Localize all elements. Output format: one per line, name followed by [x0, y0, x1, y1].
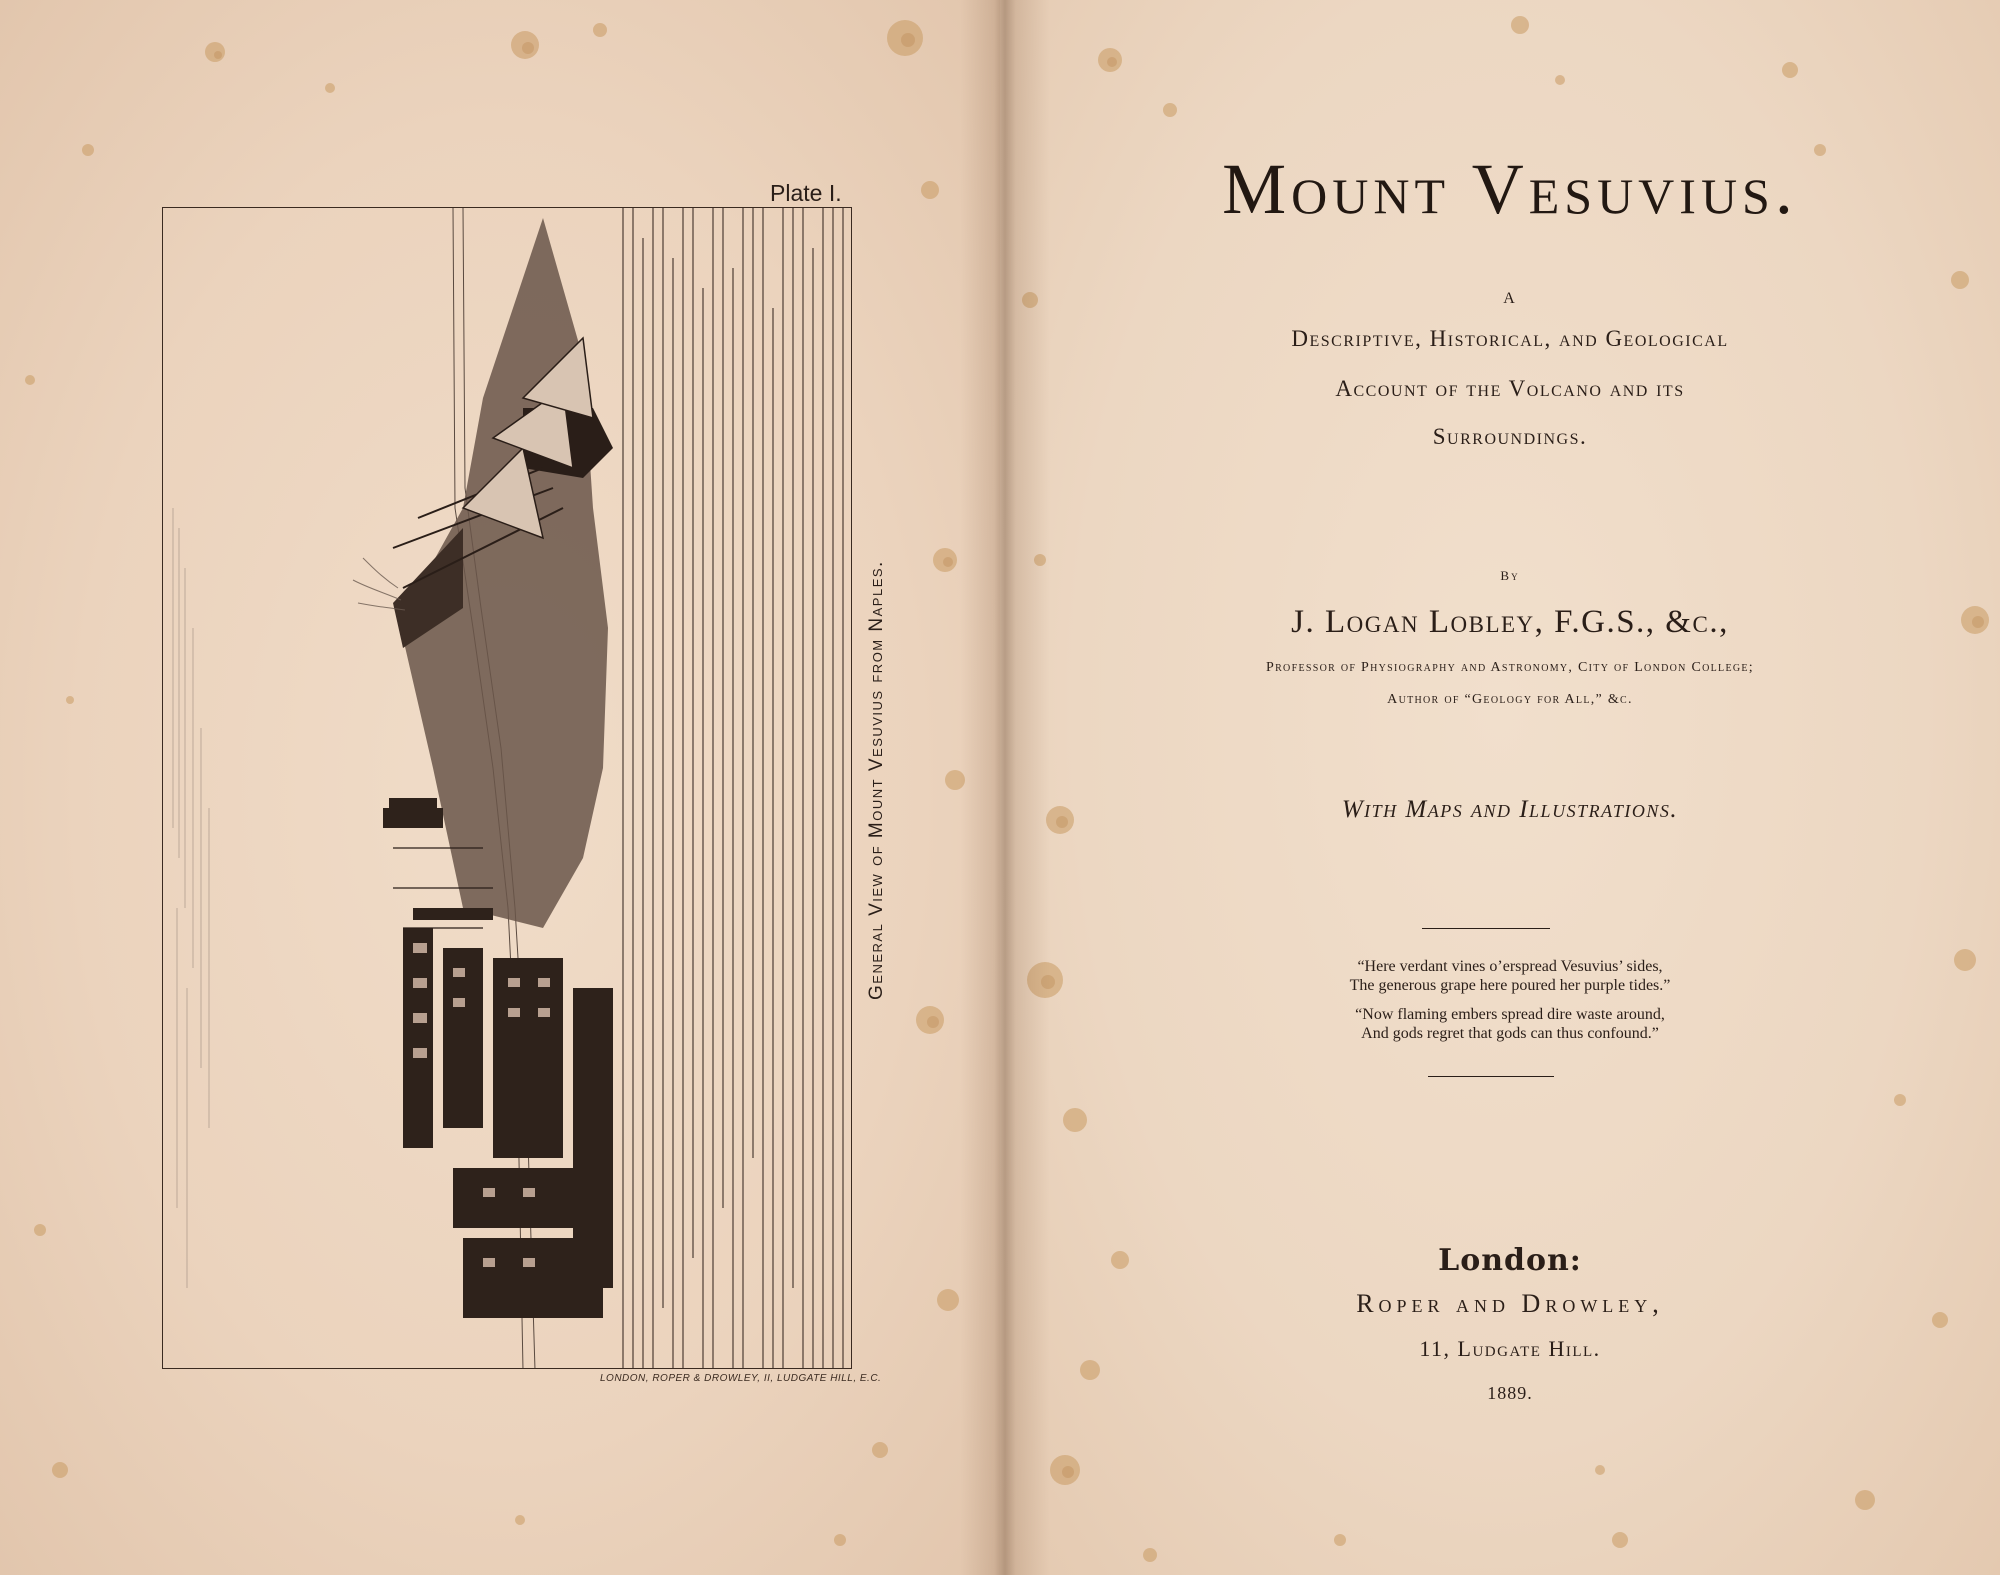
plate-caption: General View of Mount Vesuvius from Naples. — [866, 560, 887, 1000]
epigraph-line-1: “Here verdant vines o’erspread Vesuvius’ sides, — [1357, 958, 1663, 975]
plate-number-label: Plate I. — [770, 180, 842, 206]
epigraph-line-2: The generous grape here poured her purple tides.” — [1349, 977, 1671, 994]
epigraph-rule-top — [1422, 928, 1550, 929]
by-line: By — [1500, 568, 1520, 583]
subtitle-line-1: Descriptive, Historical, and Geological — [1291, 326, 1729, 351]
imprint-publisher: Roper and Drowley, — [1356, 1289, 1664, 1318]
epigraph-rule-bottom — [1428, 1076, 1554, 1077]
subtitle-article: A — [1503, 290, 1517, 307]
imprint-year: 1889. — [1487, 1383, 1533, 1403]
engraving-plate — [162, 207, 852, 1369]
plate-imprint: LONDON, ROPER & DROWLEY, II, LUDGATE HILL, E.C. — [600, 1373, 882, 1384]
author-credential-1: Professor of Physiography and Astronomy, City of London College; — [1266, 660, 1754, 675]
book-title: Mount Vesuvius. — [1222, 149, 1798, 229]
illustrations-note: With Maps and Illustrations. — [1341, 796, 1679, 823]
engraving-illustration — [163, 208, 852, 1369]
epigraph-line-4: And gods regret that gods can thus confound.” — [1361, 1025, 1659, 1042]
imprint-place: London: — [1438, 1243, 1582, 1278]
epigraph-line-3: “Now flaming embers spread dire waste around, — [1355, 1006, 1665, 1023]
subtitle-line-3: Surroundings. — [1432, 424, 1588, 449]
imprint-address: 11, Ludgate Hill. — [1419, 1336, 1601, 1361]
author-name: J. Logan Lobley, F.G.S., &c., — [1291, 604, 1729, 640]
author-credential-2: Author of “Geology for All,” &c. — [1387, 692, 1633, 707]
subtitle-line-2: Account of the Volcano and its — [1335, 376, 1685, 401]
